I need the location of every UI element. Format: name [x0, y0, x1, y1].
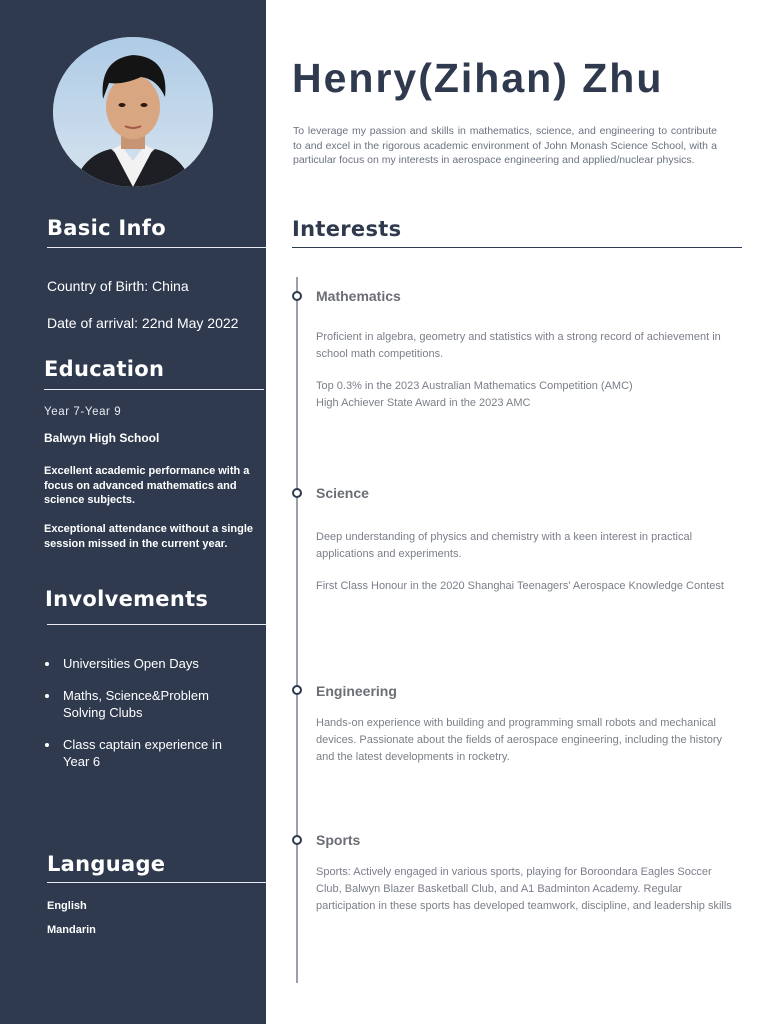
- arrival-date: Date of arrival: 22nd May 2022: [47, 315, 239, 331]
- education-note: Excellent academic performance with a focus on advanced mathematics and science subjects.: [44, 465, 250, 506]
- country-of-birth: Country of Birth: China: [47, 278, 189, 294]
- divider: [44, 389, 264, 390]
- page-title: Henry(Zihan) Zhu: [292, 55, 664, 101]
- involvements-list: [44, 655, 244, 785]
- timeline-dot-icon: [292, 488, 302, 498]
- avatar: [53, 37, 213, 187]
- involvements-heading: Involvements: [45, 587, 209, 611]
- list-item: Universities Open Days: [44, 655, 244, 672]
- interest-text: Top 0.3% in the 2023 Australian Mathematics Competition (AMC): [316, 380, 633, 392]
- interest-text: Proficient in algebra, geometry and statistics with a strong record of achievement in school math competitions.: [316, 331, 721, 360]
- interests-heading: Interests: [292, 217, 402, 241]
- timeline-dot-icon: [292, 835, 302, 845]
- language-item: Mandarin: [47, 924, 96, 936]
- education-note: Exceptional attendance without a single session missed in the current year.: [44, 523, 254, 550]
- divider: [292, 247, 742, 248]
- language-item: English: [47, 900, 87, 912]
- education-heading: Education: [44, 357, 165, 381]
- interest-text: High Achiever State Award in the 2023 AMC: [316, 397, 531, 409]
- interest-text: First Class Honour in the 2020 Shanghai Teenagers' Aerospace Knowledge Contest: [316, 580, 724, 592]
- interest-title-engineering: Engineering: [316, 683, 397, 699]
- divider: [47, 882, 266, 883]
- timeline-line: [296, 277, 298, 983]
- divider: [47, 247, 266, 248]
- interest-title-sports: Sports: [316, 832, 361, 848]
- interest-title-mathematics: Mathematics: [316, 288, 401, 304]
- divider: [47, 624, 266, 625]
- interest-text: Hands-on experience with building and programming small robots and mechanical devices. Passionate about the fields of aerospace engineering, including the history and the latest developments in rocketry.: [316, 717, 723, 763]
- sidebar: [0, 0, 266, 1024]
- basic-info-heading: Basic Info: [47, 216, 166, 240]
- list-item: Maths, Science&Problem Solving Clubs: [44, 687, 244, 721]
- interest-title-science: Science: [316, 485, 369, 501]
- objective-statement: To leverage my passion and skills in mathematics, science, and engineering to contribute to and excel in the rigorous academic environment of John Monash Science School, with a particular focus on my interests in aerospace engineering and applied/nuclear physics.: [293, 125, 717, 166]
- education-years: Year 7-Year 9: [44, 406, 122, 418]
- list-item: Class captain experience in Year 6: [44, 736, 244, 770]
- interest-text: Deep understanding of physics and chemistry with a keen interest in practical applications and experiments.: [316, 531, 693, 560]
- education-school: Balwyn High School: [44, 431, 160, 445]
- timeline-dot-icon: [292, 685, 302, 695]
- language-heading: Language: [47, 852, 166, 876]
- timeline-dot-icon: [292, 291, 302, 301]
- interest-text: Sports: Actively engaged in various sports, playing for Boroondara Eagles Soccer Club, Balwyn Blazer Basketball Club, and A1 Badminton Academy. Regular participation in these sports has developed teamwork, discipline, and leadership skills: [316, 866, 732, 912]
